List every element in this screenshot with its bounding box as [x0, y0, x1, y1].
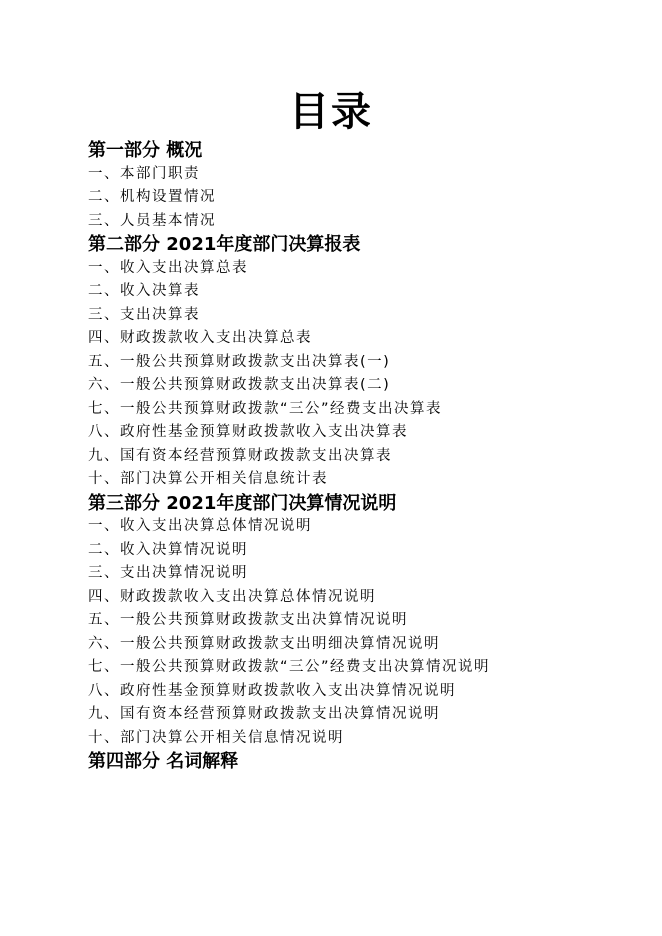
toc-item[interactable]: 三、支出决算情况说明 — [88, 565, 248, 581]
toc-item[interactable]: 七、一般公共预算财政拨款“三公”经费支出决算表 — [88, 400, 443, 417]
toc-part-heading[interactable]: 第一部分 概况 — [88, 140, 203, 161]
toc-item[interactable]: 六、一般公共预算财政拨款支出明细决算情况说明 — [88, 635, 440, 652]
toc-item[interactable]: 五、一般公共预算财政拨款支出决算表(一) — [88, 353, 391, 370]
toc-item[interactable]: 三、支出决算表 — [88, 306, 200, 323]
toc-item[interactable]: 五、一般公共预算财政拨款支出决算情况说明 — [88, 612, 408, 628]
toc-item[interactable]: 七、一般公共预算财政拨款“三公”经费支出决算情况说明 — [88, 659, 491, 675]
toc-item[interactable]: 二、机构设置情况 — [88, 189, 216, 205]
toc-item[interactable]: 一、本部门职责 — [88, 165, 200, 182]
toc-item[interactable]: 九、国有资本经营预算财政拨款支出决算情况说明 — [88, 706, 440, 722]
toc-item[interactable]: 四、财政拨款收入支出决算总表 — [88, 330, 312, 346]
toc-item[interactable]: 十、部门决算公开相关信息情况说明 — [88, 729, 344, 746]
toc-item[interactable]: 一、收入支出决算总表 — [88, 259, 248, 276]
toc-item[interactable]: 四、财政拨款收入支出决算总体情况说明 — [88, 588, 376, 605]
toc-part-heading[interactable]: 第二部分 2021年度部门决算报表 — [88, 234, 361, 255]
table-of-contents — [88, 139, 628, 774]
toc-item[interactable]: 十、部门决算公开相关信息统计表 — [88, 471, 328, 487]
toc-part-heading[interactable]: 第四部分 名词解释 — [88, 751, 239, 772]
toc-item[interactable]: 九、国有资本经营预算财政拨款支出决算表 — [88, 447, 392, 464]
toc-item[interactable]: 六、一般公共预算财政拨款支出决算表(二) — [88, 377, 391, 393]
toc-item[interactable]: 八、政府性基金预算财政拨款收入支出决算情况说明 — [88, 682, 456, 699]
toc-item[interactable]: 二、收入决算情况说明 — [88, 541, 248, 558]
toc-part-heading[interactable]: 第三部分 2021年度部门决算情况说明 — [88, 492, 397, 514]
toc-item[interactable]: 三、人员基本情况 — [88, 212, 216, 229]
toc-item[interactable]: 八、政府性基金预算财政拨款收入支出决算表 — [88, 424, 408, 440]
page-title: 目录 — [289, 89, 373, 135]
toc-item[interactable]: 一、收入支出决算总体情况说明 — [88, 518, 312, 534]
toc-item[interactable]: 二、收入决算表 — [88, 283, 200, 299]
